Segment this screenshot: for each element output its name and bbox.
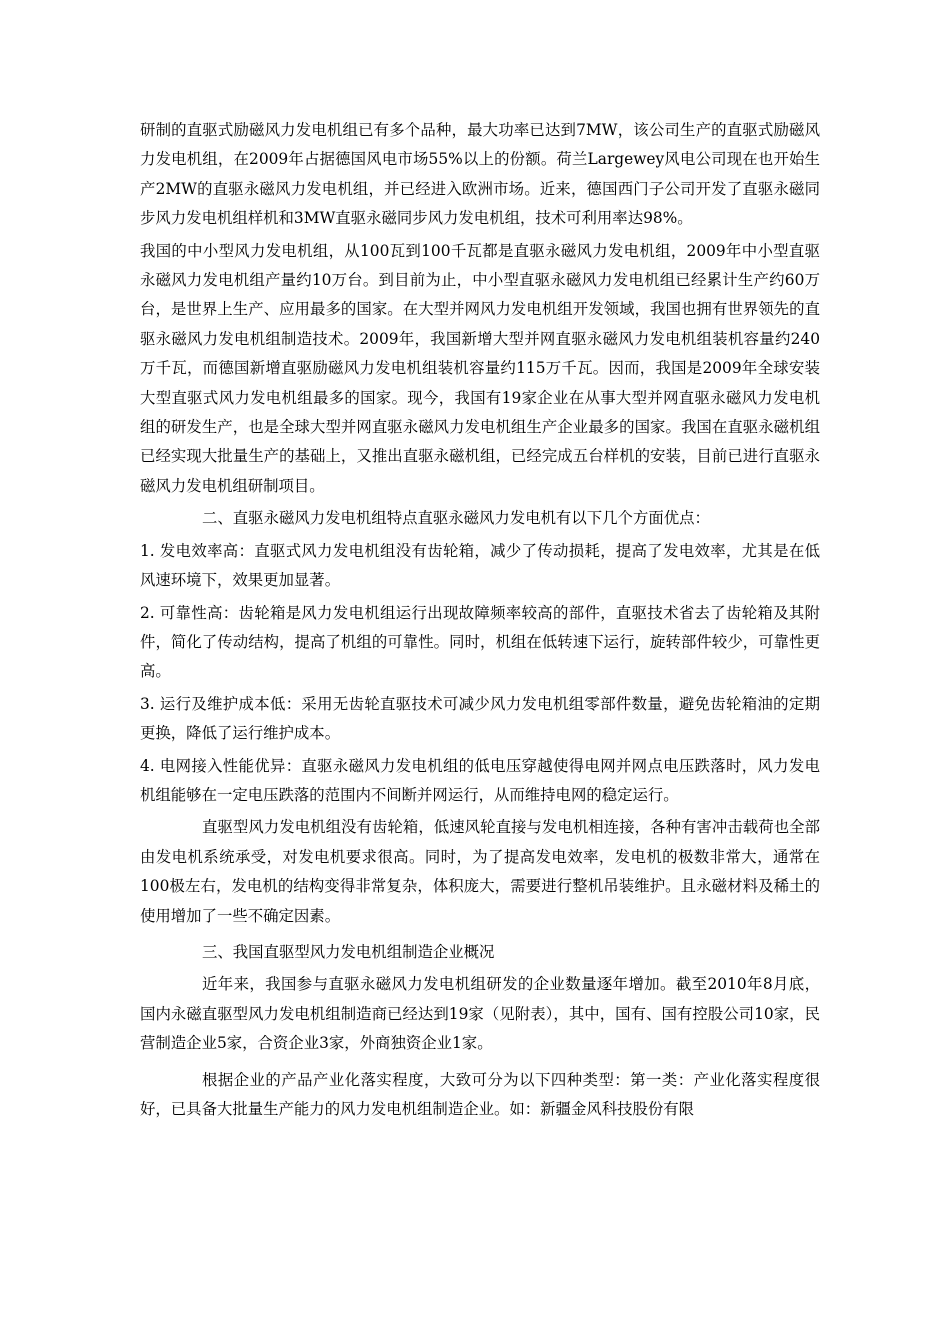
section-heading-manufacturers: 三、我国直驱型风力发电机组制造企业概况 — [202, 942, 495, 961]
paragraph-intro: 研制的直驱式励磁风力发电机组已有多个品种，最大功率已达到7MW，该公司生产的直驱式励磁风力发电机组，在2009年占据德国风电市场55%以上的份额。荷兰Largewey风电公司现在也开始生产2MW的直驱永磁风力发电机组，并已经进入欧洲市场。近来，德国西门子公司开发了直驱永磁同步风力发电机组样机和3MW直驱永磁同步风力发电机组，技术可利用率达98%。 — [140, 121, 820, 228]
list-item-maintenance: 3. 运行及维护成本低：采用无齿轮直驱技术可减少风力发电机组零部件数量，避免齿轮箱油的定期更换，降低了运行维护成本。 — [140, 694, 820, 743]
paragraph-domestic-status: 我国的中小型风力发电机组，从100瓦到100千瓦都是直驱永磁风力发电机组，2009年中小型直驱永磁风力发电机组产量约10万台。到目前为止，中小型直驱永磁风力发电机组已经累计生产约60万台，是世界上生产、应用最多的国家。在大型并网风力发电机组开发领域，我国也拥有世界领先的直驱永磁风力发电机组制造技术。2009年，我国新增大型并网直驱永磁风力发电机组装机容量约240万千瓦，而德国新增直驱励磁风力发电机组装机容量约115万千瓦。因而，我国是2009年全球安装大型直驱式风力发电机组最多的国家。现今，我国有19家企业在从事大型并网直驱永磁风力发电机组的研发生产，也是全球大型并网直驱永磁风力发电机组生产企业最多的国家。我国在直驱永磁机组已经实现大批量生产的基础上，又推出直驱永磁机组，已经完成五台样机的安装，目前已进行直驱永磁风力发电机组研制项目。 — [140, 241, 820, 495]
document-page — [140, 116, 820, 1127]
paragraph-drawbacks: 直驱型风力发电机组没有齿轮箱，低速风轮直接与发电机相连接，各种有害冲击载荷也全部由发电机系统承受，对发电机要求很高。同时，为了提高发电效率，发电机的极数非常大，通常在100极左右，发电机的结构变得非常复杂，体积庞大，需要进行整机吊装维护。且永磁材料及稀土的使用增加了一些不确定因素。 — [140, 818, 820, 925]
list-item-grid: 4. 电网接入性能优异：直驱永磁风力发电机组的低电压穿越使得电网并网点电压跌落时，风力发电机组能够在一定电压跌落的范围内不间断并网运行，从而维持电网的稳定运行。 — [140, 756, 820, 804]
paragraph-manufacturer-count: 近年来，我国参与直驱永磁风力发电机组研发的企业数量逐年增加。截至2010年8月底，国内永磁直驱型风力发电机组制造商已经达到19家（见附表），其中，国有、国有控股公司10家，民营制造企业5家，合资企业3家，外商独资企业1家。 — [140, 975, 820, 1053]
list-item-efficiency: 1. 发电效率高：直驱式风力发电机组没有齿轮箱，减少了传动损耗，提高了发电效率，尤其是在低风速环境下，效果更加显著。 — [140, 541, 820, 590]
list-item-reliability: 2. 可靠性高：齿轮箱是风力发电机组运行出现故障频率较高的部件，直驱技术省去了齿轮箱及其附件，简化了传动结构，提高了机组的可靠性。同时，机组在低转速下运行，旋转部件较少，可靠性更高。 — [140, 603, 820, 681]
section-heading-features: 二、直驱永磁风力发电机组特点直驱永磁风力发电机有以下几个方面优点： — [202, 509, 710, 528]
paragraph-categories: 根据企业的产品产业化落实程度，大致可分为以下四种类型：第一类：产业化落实程度很好，已具备大批量生产能力的风力发电机组制造企业。如：新疆金风科技股份有限 — [140, 1070, 820, 1118]
